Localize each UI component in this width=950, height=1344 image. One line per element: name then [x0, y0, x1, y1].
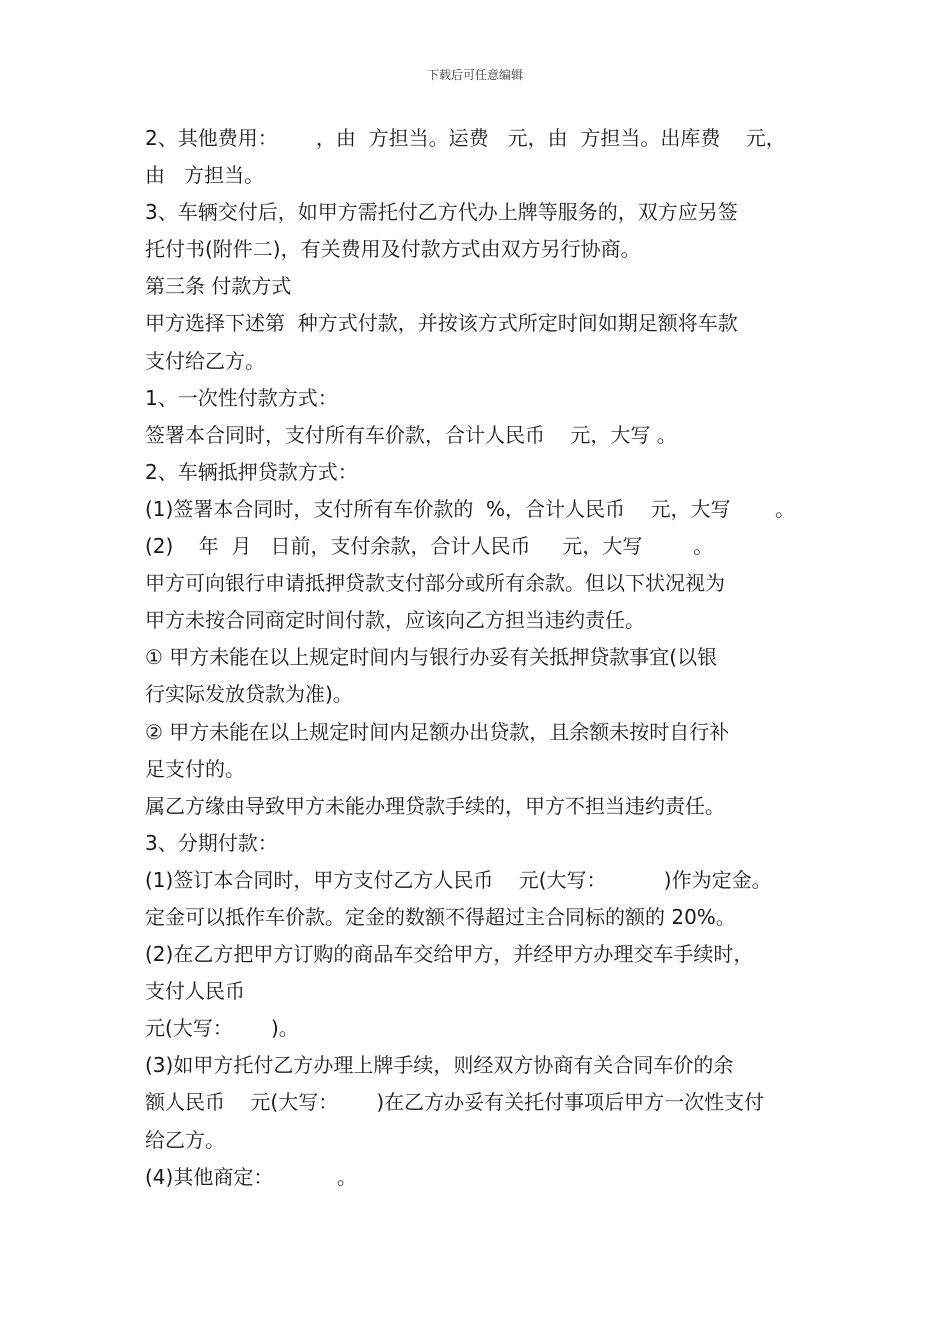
paragraph-line: 由 方担当。 [145, 163, 265, 188]
paragraph-line: 支付人民币 [145, 979, 245, 1004]
section-heading: 第三条 付款方式 [145, 274, 292, 299]
paragraph-line: 额人民币 元(大写： )在乙方办妥有关托付事项后甲方一次性支付 [145, 1090, 765, 1115]
paragraph-line: 托付书(附件二)，有关费用及付款方式由双方另行协商。 [145, 237, 641, 262]
paragraph-line: 足支付的。 [145, 756, 245, 781]
paragraph-line: 给乙方。 [145, 1127, 225, 1152]
paragraph-line: 2、车辆抵押贷款方式： [145, 459, 358, 484]
page-header: 下载后可任意编辑 [426, 68, 523, 82]
paragraph-line: (2)在乙方把甲方订购的商品车交给甲方，并经甲方办理交车手续时， [145, 942, 754, 967]
paragraph-line: 甲方未按合同商定时间付款，应该向乙方担当违约责任。 [145, 608, 645, 633]
paragraph-line: (2) 年 月 日前，支付余款，合计人民币 元，大写 。 [145, 534, 714, 559]
paragraph-line: 属乙方缘由导致甲方未能办理贷款手续的，甲方不担当违约责任。 [145, 793, 725, 818]
paragraph-line: 甲方可向银行申请抵押贷款支付部分或所有余款。但以下状况视为 [145, 571, 725, 596]
paragraph-line: 2、其他费用： ，由 方担当。运费 元，由 方担当。出库费 元， [145, 126, 786, 150]
document-body [145, 120, 825, 1196]
paragraph-line: 3、分期付款： [145, 830, 278, 855]
paragraph-line: (4)其他商定： 。 [145, 1164, 357, 1189]
paragraph-line: ① 甲方未能在以上规定时间内与银行办妥有关抵押贷款事宜(以银 [145, 645, 718, 670]
paragraph-line: 定金可以抵作车价款。定金的数额不得超过主合同标的额的 20%。 [145, 904, 736, 929]
paragraph-line: 支付给乙方。 [145, 348, 265, 373]
paragraph-line: (3)如甲方托付乙方办理上牌手续，则经双方协商有关合同车价的余 [145, 1053, 734, 1078]
paragraph-line: (1)签署本合同时，支付所有车价款的 %，合计人民币 元，大写 。 [145, 496, 795, 521]
paragraph-line: 1、一次性付款方式： [145, 385, 338, 410]
paragraph-line: ② 甲方未能在以上规定时间内足额办出贷款，且余额未按时自行补 [145, 719, 730, 744]
paragraph-line: 行实际发放贷款为准)。 [145, 682, 353, 707]
paragraph-line: 签署本合同时，支付所有车价款，合计人民币 元，大写 。 [145, 422, 677, 447]
paragraph-line: 元(大写： )。 [145, 1016, 299, 1041]
paragraph-line: (1)签订本合同时，甲方支付乙方人民币 元(大写： )作为定金。 [145, 867, 772, 892]
paragraph-line: 甲方选择下述第 种方式付款，并按该方式所定时间如期足额将车款 [145, 311, 738, 336]
paragraph-line: 3、车辆交付后，如甲方需托付乙方代办上牌等服务的，双方应另签 [145, 200, 738, 225]
